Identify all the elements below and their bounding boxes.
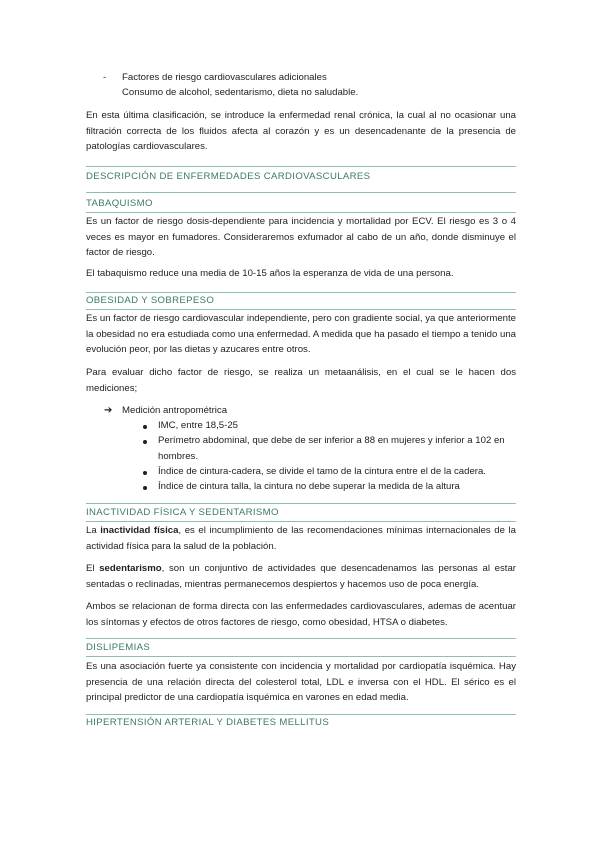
arrow-bullet-icon: ➔ bbox=[104, 405, 113, 416]
rule bbox=[86, 192, 516, 193]
bullet-item-3: Índice de cintura-cadera, se divide el tamo de la cintura entre el de la cadera. bbox=[158, 466, 486, 477]
bullet-icon bbox=[143, 486, 147, 490]
tabaquismo-paragraph-1: Es un factor de riesgo dosis-dependiente para incidencia y mortalidad por ECV. El riesgo es 3 o 4 veces es mayor en fumadores. Consideraremos exfumador al cabo de un año, donde disminuye el factor de riesgo. bbox=[86, 216, 516, 258]
main-heading: DESCRIPCIÓN DE ENFERMEDADES CARDIOVASCULARES bbox=[86, 171, 371, 182]
rule bbox=[86, 292, 516, 293]
bullet-item-1: IMC, entre 18,5-25 bbox=[158, 420, 238, 431]
rule bbox=[86, 166, 516, 167]
rule bbox=[86, 656, 516, 657]
rule bbox=[86, 714, 516, 715]
list-item-title: Factores de riesgo cardiovasculares adicionales bbox=[122, 72, 327, 83]
inactividad-paragraph-2: El sedentarismo, son un conjuntivo de actividades que desencadenamos las personas al estar sentadas o reclinadas, mientras permanecemos despiertos y hacemos uso de poca energía. bbox=[86, 563, 517, 590]
inactividad-paragraph-3: Ambos se relacionan de forma directa con las enfermedades cardiovasculares, ademas de acentuar los síntomas y efectos de otros factores de riesgo, como obesidad, HTSA o diabetes. bbox=[86, 601, 516, 628]
section-heading-hipertension: HIPERTENSIÓN ARTERIAL Y DIABETES MELLITUS bbox=[86, 717, 330, 728]
tabaquismo-paragraph-2: El tabaquismo reduce una media de 10-15 años la esperanza de vida de una persona. bbox=[86, 268, 454, 279]
arrow-list-item: Medición antropométrica bbox=[122, 405, 228, 416]
rule bbox=[86, 638, 516, 639]
section-heading-tabaquismo: TABAQUISMO bbox=[86, 198, 153, 209]
inactividad-paragraph-1: La inactividad física, es el incumplimiento de las recomendaciones mínimas internacionales de la actividad física para la salud de la población. bbox=[86, 525, 516, 552]
bullet-item-2: Perímetro abdominal, que debe de ser inferior a 88 en mujeres y inferior a 102 en hombres. bbox=[158, 435, 505, 462]
obesidad-paragraph-2: Para evaluar dicho factor de riesgo, se realiza un metaanálisis, en el cual se le hacen dos mediciones; bbox=[86, 367, 516, 394]
bullet-icon bbox=[143, 471, 147, 475]
rule bbox=[86, 309, 516, 310]
bullet-item-4: Índice de cintura talla, la cintura no debe superar la medida de la altura bbox=[158, 481, 460, 492]
dislipemias-paragraph-1: Es una asociación fuerte ya consistente con incidencia y mortalidad por cardiopatía isquémica. Hay presencia de una relación directa del colesterol total, LDL e inversa con el HDL. El sérico es el principal predictor de una cardiopatía isquémica en varones en edad media. bbox=[86, 661, 516, 703]
bullet-icon bbox=[143, 440, 147, 444]
rule bbox=[86, 212, 516, 213]
list-dash: - bbox=[103, 72, 107, 83]
intro-paragraph: En esta última clasificación, se introduce la enfermedad renal crónica, la cual al no ocasionar una filtración correcta de los fluidos afecta al corazón y es un desencadenante de la presencia de patologías cardiovasculares. bbox=[86, 110, 516, 152]
bullet-icon bbox=[143, 425, 147, 429]
rule bbox=[86, 503, 516, 504]
obesidad-paragraph-1: Es un factor de riesgo cardiovascular independiente, pero con gradiente social, ya que anteriormente la obesidad no era estudiada como una enfermedad. A medida que ha pasado el tiempo a tenido una evolución peor, por las dietas y azucares entre otros. bbox=[86, 313, 516, 355]
section-heading-dislipemias: DISLIPEMIAS bbox=[86, 642, 151, 653]
list-item-text: Consumo de alcohol, sedentarismo, dieta no saludable. bbox=[122, 87, 359, 98]
rule bbox=[86, 521, 516, 522]
section-heading-inactividad: INACTIVIDAD FÍSICA Y SEDENTARISMO bbox=[86, 507, 279, 518]
section-heading-obesidad: OBESIDAD Y SOBREPESO bbox=[86, 295, 215, 306]
